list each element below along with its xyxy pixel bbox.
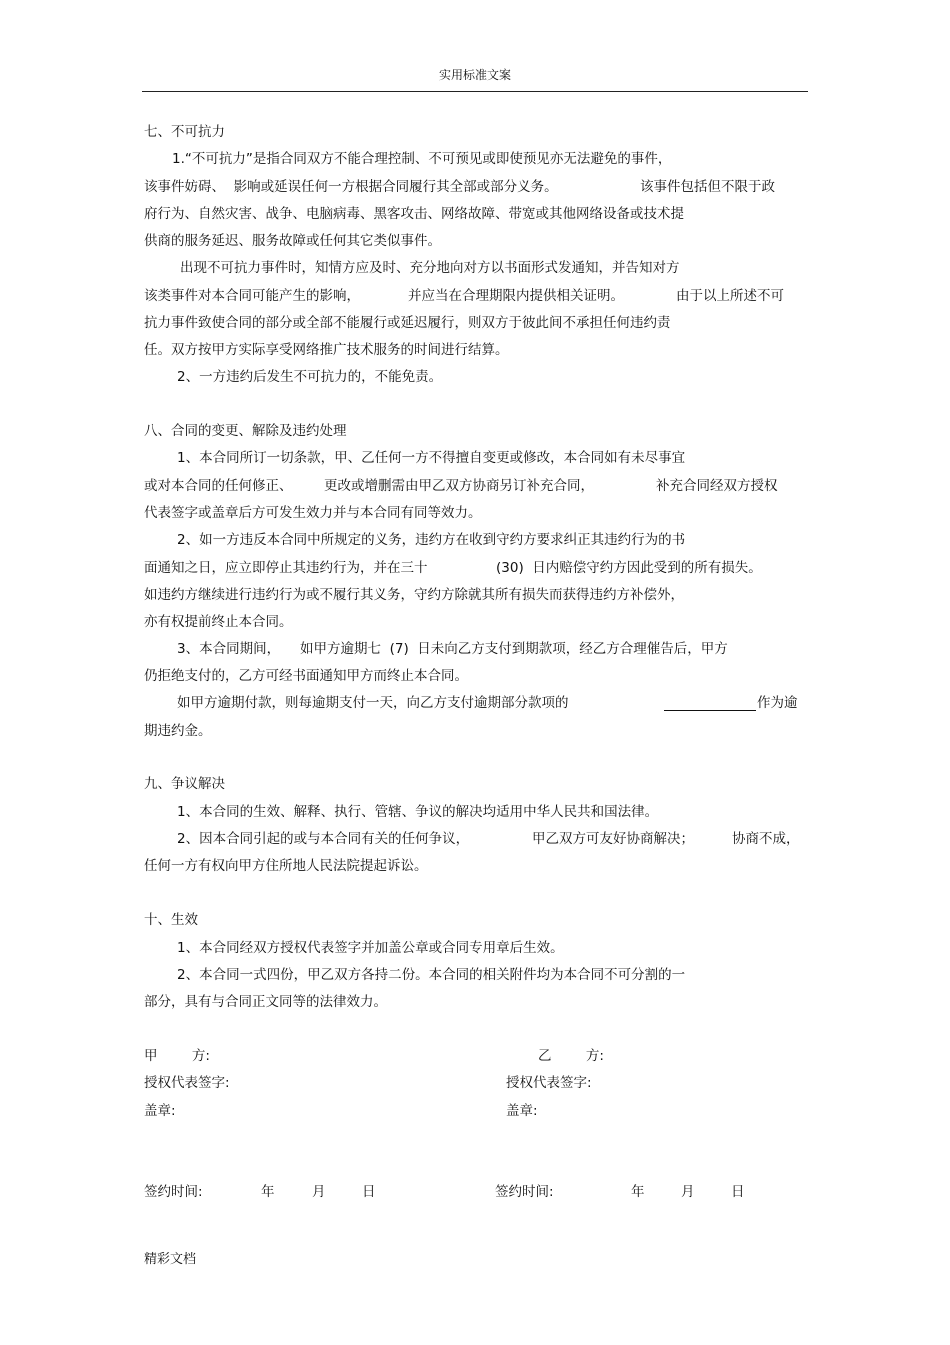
paragraph-line: 2、因本合同引起的或与本合同有关的任何争议， [177, 831, 470, 847]
party-a-date-month: 月 [312, 1184, 326, 1200]
paragraph-line: 如甲方逾期付款，则每逾期支付一天，向乙方支付逾期部分款项的 [177, 695, 569, 711]
paragraph-line: 2、一方违约后发生不可抗力的，不能免责。 [177, 369, 443, 385]
paragraph-line: 1、本合同经双方授权代表签字并加盖公章或合同专用章后生效。 [177, 940, 564, 956]
section-heading-force-majeure: 七、不可抗力 [144, 124, 225, 140]
party-b-date-month: 月 [681, 1184, 695, 1200]
paragraph-line: 任。双方按甲方实际享受网络推广技术服务的时间进行结算。 [144, 342, 509, 358]
paragraph-line: 由于以上所述不可 [676, 288, 784, 304]
party-b-seal: 盖章: [506, 1103, 538, 1119]
paragraph-line: 补充合同经双方授权 [656, 478, 778, 494]
party-b-label: 乙 方: [538, 1048, 604, 1064]
paragraph-line: 如甲方逾期七 (7) 日未向乙方支付到期款项，经乙方合理催告后，甲方 [300, 641, 728, 657]
page-header: 实用标准文案 [438, 68, 511, 82]
paragraph-line: 3、本合同期间， [177, 641, 281, 657]
paragraph-line: 或对本合同的任何修正、 [144, 478, 293, 494]
paragraph-line: 作为逾 [757, 695, 798, 711]
paragraph-line: 该事件包括但不限于政 [640, 179, 775, 195]
paragraph-line: 该类事件对本合同可能产生的影响， [144, 288, 360, 304]
paragraph-line: 代表签字或盖章后方可发生效力并与本合同有同等效力。 [144, 505, 482, 521]
paragraph-line: 甲乙双方可友好协商解决； [532, 831, 694, 847]
party-a-date-label: 签约时间: [144, 1184, 203, 1200]
party-b-date-year: 年 [631, 1184, 645, 1200]
paragraph-line: (30) 日内赔偿守约方因此受到的所有损失。 [496, 560, 762, 576]
header-rule [142, 91, 808, 92]
penalty-blank-field [664, 710, 756, 711]
paragraph-line: 府行为、自然灾害、战争、电脑病毒、黑客攻击、网络故障、带宽或其他网络设备或技术提 [144, 206, 684, 222]
paragraph-line: 出现不可抗力事件时，知情方应及时、充分地向对方以书面形式发通知，并告知对方 [180, 260, 680, 276]
section-heading-effectiveness: 十、生效 [144, 912, 198, 928]
party-a-date-year: 年 [261, 1184, 275, 1200]
paragraph-line: 2、如一方违反本合同中所规定的义务，违约方在收到守约方要求纠正其违约行为的书 [177, 532, 686, 548]
section-heading-modification: 八、合同的变更、解除及违约处理 [144, 423, 347, 439]
paragraph-line: 仍拒绝支付的，乙方可经书面通知甲方而终止本合同。 [144, 668, 468, 684]
party-b-date-day: 日 [731, 1184, 745, 1200]
paragraph-line: 更改或增删需由甲乙双方协商另订补充合同， [324, 478, 594, 494]
party-b-date-label: 签约时间: [495, 1184, 554, 1200]
paragraph-line: 1.“不可抗力”是指合同双方不能合理控制、不可预见或即使预见亦无法避免的事件， [172, 151, 672, 167]
paragraph-line: 面通知之日，应立即停止其违约行为，并在三十 [144, 560, 428, 576]
paragraph-line: 协商不成， [732, 831, 800, 847]
paragraph-line: 部分，具有与合同正文同等的法律效力。 [144, 994, 387, 1010]
paragraph-line: 期违约金。 [144, 723, 212, 739]
party-b-rep-signature: 授权代表签字: [506, 1075, 592, 1091]
paragraph-line: 供商的服务延迟、服务故障或任何其它类似事件。 [144, 233, 441, 249]
party-a-seal: 盖章: [144, 1103, 176, 1119]
page-footer: 精彩文档 [144, 1252, 197, 1267]
paragraph-line: 1、本合同所订一切条款，甲、乙任何一方不得擅自变更或修改，本合同如有未尽事宜 [177, 450, 686, 466]
paragraph-line: 并应当在合理期限内提供相关证明。 [408, 288, 624, 304]
paragraph-line: 任何一方有权向甲方住所地人民法院提起诉讼。 [144, 858, 428, 874]
paragraph-line: 1、本合同的生效、解释、执行、管辖、争议的解决均适用中华人民共和国法律。 [177, 804, 659, 820]
paragraph-line: 抗力事件致使合同的部分或全部不能履行或延迟履行，则双方于彼此间不承担任何违约责 [144, 315, 671, 331]
paragraph-line: 2、本合同一式四份，甲乙双方各持二份。本合同的相关附件均为本合同不可分割的一 [177, 967, 686, 983]
paragraph-line: 如违约方继续进行违约行为或不履行其义务，守约方除就其所有损失而获得违约方补偿外， [144, 587, 684, 603]
paragraph-line: 亦有权提前终止本合同。 [144, 614, 293, 630]
party-a-date-day: 日 [362, 1184, 376, 1200]
section-heading-dispute: 九、争议解决 [144, 776, 225, 792]
paragraph-line: 该事件妨碍、 影响或延误任何一方根据合同履行其全部或部分义务。 [144, 179, 558, 195]
party-a-label: 甲 方: [144, 1048, 210, 1064]
party-a-rep-signature: 授权代表签字: [144, 1075, 230, 1091]
